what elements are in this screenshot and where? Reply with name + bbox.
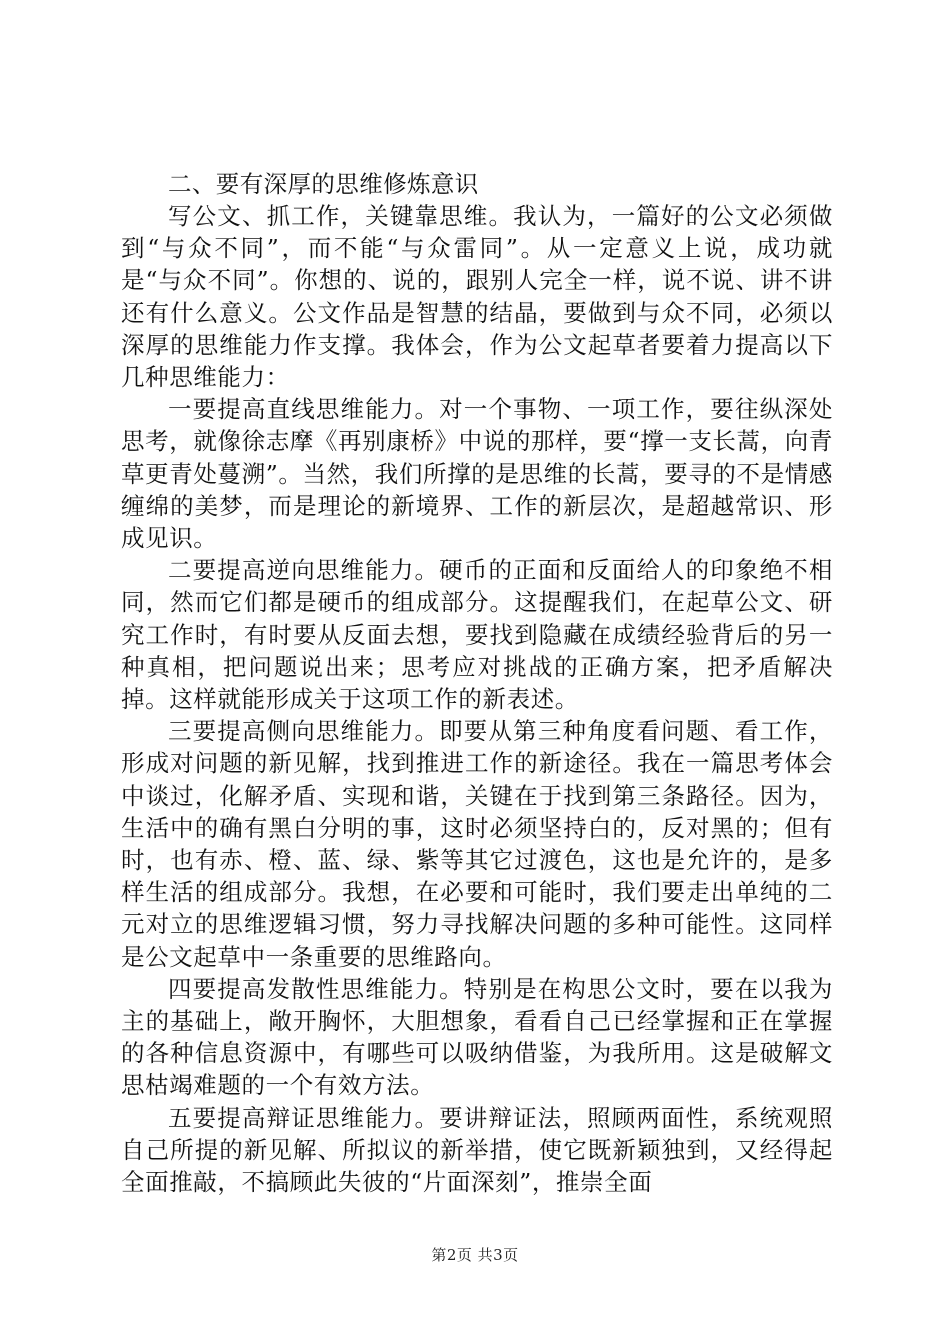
paragraph-dialectical-thinking: 五要提高辩证思维能力。要讲辩证法，照顾两面性，系统观照自己所提的新见解、所拟议的新举措，使它既新颖独到，又经得起全面推敲，不搞顾此失彼的“片面深刻”，推崇全面 xyxy=(121,1103,833,1197)
paragraph-reverse-thinking: 二要提高逆向思维能力。硬币的正面和反面给人的印象绝不相同，然而它们都是硬币的组成部分。这提醒我们，在起草公文、研究工作时，有时要从反面去想，要找到隐藏在成绩经验背后的另一种真相，把问题说出来；思考应对挑战的正确方案，把矛盾解决掉。这样就能形成关于这项工作的新表述。 xyxy=(121,556,833,714)
section-heading: 二、要有深厚的思维修炼意识 xyxy=(168,170,479,198)
paragraph-lateral-thinking: 三要提高侧向思维能力。即要从第三种角度看问题、看工作，形成对问题的新见解，找到推进工作的新途径。我在一篇思考体会中谈过，化解矛盾、实现和谐，关键在于找到第三条路径。因为，生活中的确有黑白分明的事，这时必须坚持白的，反对黑的；但有时，也有赤、橙、蓝、绿、紫等其它过渡色，这也是允许的，是多样生活的组成部分。我想，在必要和可能时，我们要走出单纯的二元对立的思维逻辑习惯，努力寻找解决问题的多种可能性。这同样是公文起草中一条重要的思维路向。 xyxy=(121,717,833,971)
paragraph-divergent-thinking: 四要提高发散性思维能力。特别是在构思公文时，要在以我为主的基础上，敞开胸怀，大胆想象，看看自己已经掌握和正在掌握的各种信息资源中，有哪些可以吸纳借鉴，为我所用。这是破解文思枯竭难题的一个有效方法。 xyxy=(121,974,833,1100)
paragraph-intro: 写公文、抓工作，关键靠思维。我认为，一篇好的公文必须做到“与众不同”，而不能“与众雷同”。从一定意义上说，成功就是“与众不同”。你想的、说的，跟别人完全一样，说不说、讲不讲还有什么意义。公文作品是智慧的结晶，要做到与众不同，必须以深厚的思维能力作支撑。我体会，作为公文起草者要着力提高以下几种思维能力： xyxy=(121,202,833,392)
document-body xyxy=(121,168,833,1198)
paragraph-linear-thinking: 一要提高直线思维能力。对一个事物、一项工作，要往纵深处思考，就像徐志摩《再别康桥》中说的那样，要“撑一支长蒿，向青草更青处蔓溯”。当然，我们所撑的是思维的长蒿，要寻的不是情感缠绵的美梦，而是理论的新境界、工作的新层次，是超越常识、形成见识。 xyxy=(121,395,833,553)
page-number-footer: 第2页 共3页 xyxy=(431,1246,519,1264)
